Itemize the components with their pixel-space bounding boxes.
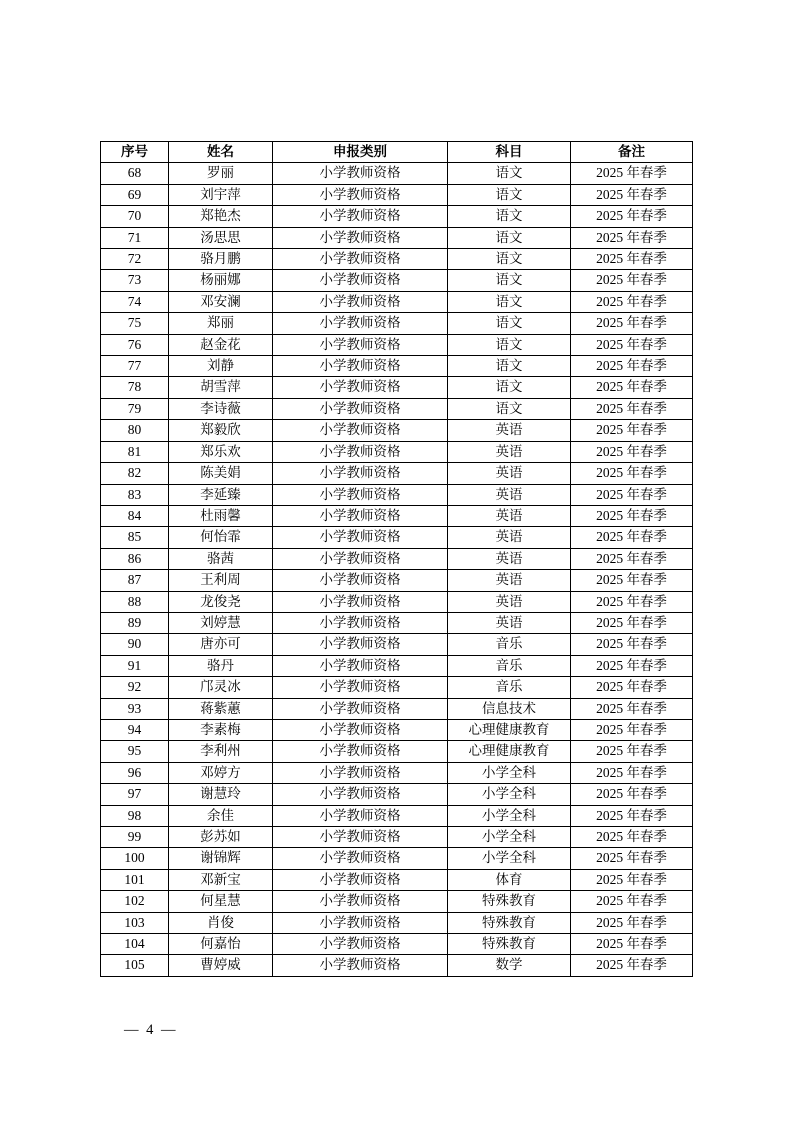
table-cell: 83: [101, 484, 169, 505]
table-row: [101, 719, 693, 740]
table-row: [101, 570, 693, 591]
table-cell: 2025 年春季: [571, 677, 693, 698]
table-cell: 谢慧玲: [169, 784, 273, 805]
table-cell: 74: [101, 291, 169, 312]
table-row: [101, 505, 693, 526]
table-cell: 小学教师资格: [273, 249, 448, 270]
table-row: [101, 548, 693, 569]
table-cell: 邝灵冰: [169, 677, 273, 698]
table-cell: 2025 年春季: [571, 719, 693, 740]
table-cell: 2025 年春季: [571, 227, 693, 248]
table-cell: 骆月鹏: [169, 249, 273, 270]
table-cell: 语文: [448, 398, 571, 419]
table-cell: 77: [101, 356, 169, 377]
table-cell: 小学全科: [448, 805, 571, 826]
table-cell: 余佳: [169, 805, 273, 826]
page-number: — 4 —: [124, 1022, 178, 1038]
table-row: [101, 612, 693, 633]
table-row: [101, 955, 693, 976]
table-row: [101, 291, 693, 312]
column-header: 申报类别: [273, 142, 448, 163]
table-cell: 2025 年春季: [571, 463, 693, 484]
table-cell: 2025 年春季: [571, 827, 693, 848]
table-cell: 80: [101, 420, 169, 441]
table-cell: 音乐: [448, 655, 571, 676]
table-cell: 2025 年春季: [571, 784, 693, 805]
table-cell: 小学教师资格: [273, 484, 448, 505]
table-cell: 2025 年春季: [571, 184, 693, 205]
table-cell: 杨丽娜: [169, 270, 273, 291]
table-cell: 92: [101, 677, 169, 698]
table-cell: 2025 年春季: [571, 591, 693, 612]
table-cell: 2025 年春季: [571, 291, 693, 312]
table-cell: 95: [101, 741, 169, 762]
table-row: [101, 334, 693, 355]
table-cell: 英语: [448, 463, 571, 484]
table-cell: 刘婷慧: [169, 612, 273, 633]
table-cell: 2025 年春季: [571, 891, 693, 912]
table-row: [101, 163, 693, 184]
table-cell: 2025 年春季: [571, 206, 693, 227]
table-cell: 小学教师资格: [273, 463, 448, 484]
table-cell: 91: [101, 655, 169, 676]
table-row: [101, 206, 693, 227]
table-cell: 音乐: [448, 634, 571, 655]
table-cell: 小学教师资格: [273, 356, 448, 377]
table-cell: 英语: [448, 505, 571, 526]
table-cell: 2025 年春季: [571, 270, 693, 291]
table-cell: 肖俊: [169, 912, 273, 933]
table-cell: 2025 年春季: [571, 912, 693, 933]
table-row: [101, 591, 693, 612]
table-cell: 郑艳杰: [169, 206, 273, 227]
table-cell: 小学教师资格: [273, 206, 448, 227]
table-cell: 唐亦可: [169, 634, 273, 655]
table-cell: 英语: [448, 591, 571, 612]
table-cell: 85: [101, 527, 169, 548]
table-cell: 2025 年春季: [571, 527, 693, 548]
table-cell: 心理健康教育: [448, 741, 571, 762]
table-row: [101, 677, 693, 698]
table-cell: 何星慧: [169, 891, 273, 912]
table-cell: 心理健康教育: [448, 719, 571, 740]
table-cell: 语文: [448, 313, 571, 334]
table-cell: 小学教师资格: [273, 270, 448, 291]
table-cell: 小学全科: [448, 762, 571, 783]
table-cell: 小学教师资格: [273, 655, 448, 676]
table-cell: 2025 年春季: [571, 741, 693, 762]
table-cell: 英语: [448, 441, 571, 462]
table-cell: 李诗薇: [169, 398, 273, 419]
table-cell: 小学全科: [448, 827, 571, 848]
table-cell: 2025 年春季: [571, 934, 693, 955]
table-row: [101, 484, 693, 505]
table-cell: 2025 年春季: [571, 698, 693, 719]
table-cell: 骆丹: [169, 655, 273, 676]
table-cell: 邓新宝: [169, 869, 273, 890]
table-cell: 99: [101, 827, 169, 848]
table-row: [101, 762, 693, 783]
table-cell: 何怡霏: [169, 527, 273, 548]
table-cell: 2025 年春季: [571, 505, 693, 526]
table-cell: 英语: [448, 570, 571, 591]
table-cell: 小学教师资格: [273, 891, 448, 912]
table-row: [101, 869, 693, 890]
table-cell: 邓安澜: [169, 291, 273, 312]
table-cell: 语文: [448, 356, 571, 377]
table-cell: 102: [101, 891, 169, 912]
table-cell: 小学教师资格: [273, 612, 448, 633]
table-cell: 小学教师资格: [273, 634, 448, 655]
table-cell: 88: [101, 591, 169, 612]
table-cell: 英语: [448, 420, 571, 441]
table-row: [101, 227, 693, 248]
table-cell: 小学教师资格: [273, 934, 448, 955]
table-cell: 小学教师资格: [273, 420, 448, 441]
table-cell: 68: [101, 163, 169, 184]
table-cell: 龙俊尧: [169, 591, 273, 612]
column-header: 姓名: [169, 142, 273, 163]
table-cell: 小学教师资格: [273, 527, 448, 548]
table-row: [101, 934, 693, 955]
table-cell: 70: [101, 206, 169, 227]
table-row: [101, 184, 693, 205]
column-header: 序号: [101, 142, 169, 163]
table-cell: 2025 年春季: [571, 955, 693, 976]
table-cell: 89: [101, 612, 169, 633]
column-header: 科目: [448, 142, 571, 163]
table-cell: 小学教师资格: [273, 848, 448, 869]
table-cell: 彭苏如: [169, 827, 273, 848]
table-cell: 语文: [448, 206, 571, 227]
table-header-row: [101, 142, 693, 163]
table-cell: 英语: [448, 484, 571, 505]
table-cell: 语文: [448, 184, 571, 205]
table-cell: 93: [101, 698, 169, 719]
table-cell: 2025 年春季: [571, 848, 693, 869]
table-cell: 小学教师资格: [273, 677, 448, 698]
table-cell: 李利州: [169, 741, 273, 762]
table-cell: 语文: [448, 163, 571, 184]
table-cell: 语文: [448, 249, 571, 270]
table-row: [101, 377, 693, 398]
table-cell: 特殊教育: [448, 912, 571, 933]
table-row: [101, 441, 693, 462]
table-cell: 2025 年春季: [571, 334, 693, 355]
table-cell: 小学全科: [448, 848, 571, 869]
table-cell: 语文: [448, 334, 571, 355]
table-cell: 英语: [448, 527, 571, 548]
table-cell: 小学教师资格: [273, 313, 448, 334]
table-cell: 小学教师资格: [273, 505, 448, 526]
table-cell: 罗丽: [169, 163, 273, 184]
table-cell: 小学教师资格: [273, 441, 448, 462]
table-cell: 2025 年春季: [571, 634, 693, 655]
table-row: [101, 398, 693, 419]
table-cell: 陈美娟: [169, 463, 273, 484]
table-cell: 小学教师资格: [273, 227, 448, 248]
table-cell: 李延臻: [169, 484, 273, 505]
table-cell: 2025 年春季: [571, 398, 693, 419]
table-cell: 2025 年春季: [571, 484, 693, 505]
table-cell: 小学教师资格: [273, 805, 448, 826]
table-cell: 特殊教育: [448, 891, 571, 912]
table-cell: 特殊教育: [448, 934, 571, 955]
table-cell: 语文: [448, 227, 571, 248]
table-cell: 96: [101, 762, 169, 783]
table-cell: 69: [101, 184, 169, 205]
table-cell: 97: [101, 784, 169, 805]
table-cell: 2025 年春季: [571, 655, 693, 676]
table-cell: 蒋紫蕙: [169, 698, 273, 719]
table-cell: 小学教师资格: [273, 163, 448, 184]
table-cell: 何嘉怡: [169, 934, 273, 955]
table-cell: 语文: [448, 377, 571, 398]
table-cell: 汤思思: [169, 227, 273, 248]
table-cell: 72: [101, 249, 169, 270]
table-cell: 82: [101, 463, 169, 484]
table-cell: 英语: [448, 548, 571, 569]
table-cell: 小学教师资格: [273, 377, 448, 398]
table-row: [101, 420, 693, 441]
table-cell: 语文: [448, 270, 571, 291]
table-cell: 2025 年春季: [571, 762, 693, 783]
table-cell: 小学教师资格: [273, 741, 448, 762]
table-cell: 2025 年春季: [571, 377, 693, 398]
table-cell: 小学教师资格: [273, 570, 448, 591]
table-cell: 英语: [448, 612, 571, 633]
table-cell: 谢锦辉: [169, 848, 273, 869]
table-cell: 骆茜: [169, 548, 273, 569]
table-cell: 语文: [448, 291, 571, 312]
table-row: [101, 655, 693, 676]
table-cell: 2025 年春季: [571, 356, 693, 377]
table-cell: 94: [101, 719, 169, 740]
table-cell: 小学全科: [448, 784, 571, 805]
table-row: [101, 356, 693, 377]
table-cell: 王利周: [169, 570, 273, 591]
table-cell: 101: [101, 869, 169, 890]
table-cell: 2025 年春季: [571, 313, 693, 334]
table-cell: 2025 年春季: [571, 441, 693, 462]
table-cell: 100: [101, 848, 169, 869]
table-cell: 音乐: [448, 677, 571, 698]
table-cell: 2025 年春季: [571, 805, 693, 826]
table-cell: 2025 年春季: [571, 548, 693, 569]
table-row: [101, 741, 693, 762]
table-cell: 小学教师资格: [273, 548, 448, 569]
table-row: [101, 698, 693, 719]
table-row: [101, 784, 693, 805]
table-row: [101, 912, 693, 933]
table-cell: 数学: [448, 955, 571, 976]
table-cell: 105: [101, 955, 169, 976]
table-cell: 小学教师资格: [273, 827, 448, 848]
table-cell: 信息技术: [448, 698, 571, 719]
table-cell: 2025 年春季: [571, 249, 693, 270]
table-cell: 杜雨馨: [169, 505, 273, 526]
table-row: [101, 270, 693, 291]
table-row: [101, 891, 693, 912]
table-cell: 2025 年春季: [571, 869, 693, 890]
table-row: [101, 827, 693, 848]
table-cell: 刘宇萍: [169, 184, 273, 205]
table-cell: 李素梅: [169, 719, 273, 740]
table-cell: 103: [101, 912, 169, 933]
table-cell: 73: [101, 270, 169, 291]
table-header: [101, 142, 693, 163]
table-cell: 2025 年春季: [571, 163, 693, 184]
table-row: [101, 634, 693, 655]
table-row: [101, 249, 693, 270]
table-body: [101, 163, 693, 976]
table-row: [101, 463, 693, 484]
table-cell: 郑乐欢: [169, 441, 273, 462]
table-cell: 79: [101, 398, 169, 419]
table-cell: 86: [101, 548, 169, 569]
table-cell: 小学教师资格: [273, 698, 448, 719]
table-cell: 98: [101, 805, 169, 826]
table-cell: 76: [101, 334, 169, 355]
table-cell: 小学教师资格: [273, 291, 448, 312]
table-cell: 2025 年春季: [571, 420, 693, 441]
table-cell: 体育: [448, 869, 571, 890]
table-cell: 78: [101, 377, 169, 398]
table-cell: 小学教师资格: [273, 955, 448, 976]
table-cell: 小学教师资格: [273, 912, 448, 933]
table-cell: 邓婷方: [169, 762, 273, 783]
table-cell: 胡雪萍: [169, 377, 273, 398]
table-row: [101, 848, 693, 869]
table-cell: 小学教师资格: [273, 398, 448, 419]
applicants-table: [100, 141, 693, 977]
table-cell: 小学教师资格: [273, 869, 448, 890]
table-cell: 84: [101, 505, 169, 526]
table-cell: 小学教师资格: [273, 334, 448, 355]
table-cell: 75: [101, 313, 169, 334]
table-row: [101, 805, 693, 826]
column-header: 备注: [571, 142, 693, 163]
table-cell: 刘静: [169, 356, 273, 377]
table-cell: 小学教师资格: [273, 591, 448, 612]
table-cell: 71: [101, 227, 169, 248]
table-cell: 小学教师资格: [273, 762, 448, 783]
table-row: [101, 527, 693, 548]
table-cell: 104: [101, 934, 169, 955]
table-cell: 小学教师资格: [273, 184, 448, 205]
table-cell: 81: [101, 441, 169, 462]
table-cell: 曹婷威: [169, 955, 273, 976]
table-cell: 87: [101, 570, 169, 591]
table-cell: 90: [101, 634, 169, 655]
table-cell: 小学教师资格: [273, 719, 448, 740]
table-cell: 郑丽: [169, 313, 273, 334]
table-cell: 2025 年春季: [571, 570, 693, 591]
table-cell: 2025 年春季: [571, 612, 693, 633]
table-cell: 赵金花: [169, 334, 273, 355]
table-cell: 郑毅欣: [169, 420, 273, 441]
table-row: [101, 313, 693, 334]
table-cell: 小学教师资格: [273, 784, 448, 805]
